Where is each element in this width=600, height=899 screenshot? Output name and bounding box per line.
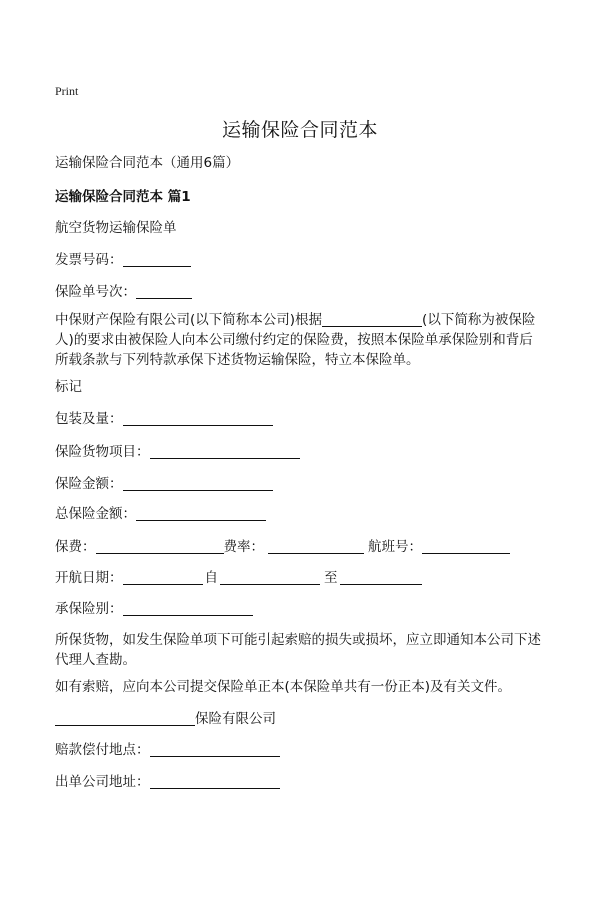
rate-label: 费率： — [223, 539, 264, 555]
insured-party-blank[interactable] — [322, 312, 422, 327]
insured-amount-field — [55, 474, 273, 494]
document-subtitle: 运输保险合同范本（通用6篇） — [55, 155, 240, 171]
from-label: 自 — [204, 570, 218, 586]
premium-rate-flight-row — [55, 537, 510, 557]
departure-date-blank[interactable] — [123, 570, 203, 585]
insurer-company-blank[interactable] — [55, 711, 195, 726]
coverage-field — [55, 599, 253, 619]
insurer-company-field — [55, 709, 276, 729]
departure-date-row — [55, 568, 422, 588]
coverage-blank[interactable] — [123, 601, 253, 616]
insured-goods-blank[interactable] — [150, 444, 300, 459]
claim-place-field — [55, 740, 280, 760]
policy-number-field — [55, 282, 192, 302]
issuer-address-field — [55, 772, 280, 792]
claim-place-label: 赔款偿付地点： — [55, 742, 150, 758]
loss-notice-paragraph: 所保货物，如发生保险单项下可能引起索赔的损失或损坏，应立即通知本公司下述代理人查勘。 — [55, 632, 541, 668]
to-blank[interactable] — [340, 570, 422, 585]
company-suffix: 保险有限公司 — [195, 711, 276, 727]
total-insured-amount-label: 总保险金额： — [55, 506, 136, 522]
print-label[interactable]: Print — [55, 84, 79, 98]
claim-place-blank[interactable] — [150, 742, 280, 757]
insured-goods-label: 保险货物项目： — [55, 444, 150, 460]
departure-date-label: 开航日期： — [55, 570, 123, 586]
invoice-number-label: 发票号码： — [55, 252, 123, 268]
insured-amount-blank[interactable] — [123, 476, 273, 491]
flight-number-blank[interactable] — [422, 539, 510, 554]
from-blank[interactable] — [220, 570, 320, 585]
total-insured-amount-blank[interactable] — [136, 506, 266, 521]
packing-quantity-field — [55, 409, 273, 429]
issuer-address-blank[interactable] — [150, 774, 280, 789]
form-title: 航空货物运输保险单 — [55, 220, 177, 236]
to-label: 至 — [324, 570, 338, 586]
mark-label: 标记 — [55, 379, 82, 395]
intro-part2: (以下简称为被保险人)的要求由被保险人向本公司缴付约定的保险费，按照本保险单承保险别和背后所载条款与下列特款承保下述货物运输保险，特立本保险单。 — [55, 312, 536, 368]
flight-number-label: 航班号： — [368, 539, 422, 555]
intro-paragraph — [55, 310, 545, 370]
intro-part1: 中保财产保险有限公司(以下简称本公司)根据 — [55, 312, 323, 328]
policy-number-label: 保险单号次： — [55, 284, 136, 300]
claim-notice-paragraph: 如有索赔，应向本公司提交保险单正本(本保险单共有一份正本)及有关文件。 — [55, 679, 512, 695]
page-title: 运输保险合同范本 — [221, 119, 378, 141]
rate-blank[interactable] — [268, 539, 364, 554]
insured-goods-field — [55, 442, 300, 462]
premium-label: 保费： — [55, 539, 96, 555]
invoice-number-field — [55, 250, 191, 270]
total-insured-amount-field — [55, 504, 266, 524]
issuer-address-label: 出单公司地址： — [55, 774, 150, 790]
packing-quantity-label: 包装及量： — [55, 411, 123, 427]
insured-amount-label: 保险金额： — [55, 476, 123, 492]
policy-number-blank[interactable] — [136, 284, 192, 299]
premium-blank[interactable] — [96, 539, 224, 554]
invoice-number-blank[interactable] — [123, 252, 191, 267]
coverage-label: 承保险别： — [55, 601, 123, 617]
packing-quantity-blank[interactable] — [123, 411, 273, 426]
section-heading: 运输保险合同范本 篇1 — [55, 189, 191, 205]
